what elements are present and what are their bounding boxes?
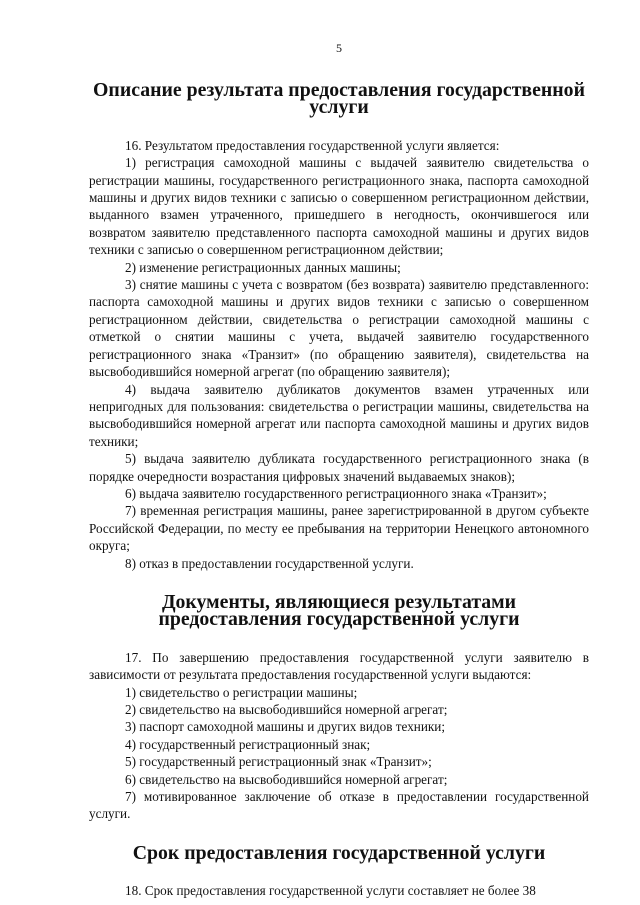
heading-line: Документы, являющиеся результатами [161, 590, 517, 613]
list-item: 7) мотивированное заключение об отказе в предоставлении государственной услуги. [89, 789, 589, 822]
list-item: 8) отказ в предоставлении государственной услуги. [125, 555, 414, 571]
page-number: 5 [336, 41, 342, 55]
heading-line: предоставления государственной услуги [158, 608, 520, 631]
paragraph-18-intro: 18. Срок предоставления государственной услуги составляет не более 38 [125, 883, 536, 899]
paragraph-17-intro: 17. По завершению предоставления государственной услуги заявителю в зависимости от результата предоставления государственной услуги выдаются: [89, 649, 589, 683]
list-item: 3) паспорт самоходной машины и других видов техники; [125, 719, 446, 735]
list-item: 6) выдача заявителю государственного регистрационного знака «Транзит»; [125, 485, 547, 501]
list-item: 4) государственный регистрационный знак; [125, 736, 371, 752]
list-item: 5) государственный регистрационный знак «Транзит»; [125, 754, 432, 770]
section-heading-result-documents [89, 590, 589, 631]
list-item: 3) снятие машины с учета с возвратом (без возврата) заявителю представленного: паспорта самоходной машины и других видов техники с записью о совершенном регистрационном действии, свидетельства о регистрации самоходной машины с отметкой о снятии машины с учета, выдачей заявителю государственного регистрационного знака «Транзит» (по обращению заявителя), свидетельства на высвободившийся номерной агрегат (по обращению заявителя); [89, 277, 589, 380]
section-heading-service-term: Срок предоставления государственной услуги [132, 841, 546, 864]
list-item: 6) свидетельство на высвободившийся номерной агрегат; [125, 771, 448, 787]
list-item: 5) выдача заявителю дубликата государственного регистрационного знака (в порядке очередности возрастания цифровых значений выдаваемых знаков); [89, 451, 589, 484]
paragraph-16-intro: 16. Результатом предоставления государственной услуги является: [125, 137, 500, 153]
list-item: 7) временная регистрация машины, ранее зарегистрированной в другом субъекте Российской Федерации, по месту ее пребывания на территории Ненецкого автономного округа; [89, 503, 589, 554]
list-item: 2) изменение регистрационных данных машины; [125, 259, 401, 275]
list-item: 1) регистрация самоходной машины с выдачей заявителю свидетельства о регистрации машины, государственного регистрационного знака, паспорта самоходной машины и других видов техники с записью о совершенном регистрационном действии, выданного взамен утраченного, пришедшего в негодность, окончившегося или возвратом заявителю представленного паспорта самоходной машины и других видов техники с записью о совершенном регистрационном действии; [89, 155, 589, 258]
document-page [89, 40, 589, 900]
list-item: 4) выдача заявителю дубликатов документов взамен утраченных или непригодных для пользования: свидетельства о регистрации машины, свидетельства на высвободившийся номерной агрегат или паспорта самоходной машины и других видов техники; [89, 381, 589, 449]
list-item: 1) свидетельство о регистрации машины; [125, 684, 358, 700]
section-heading-result-description: Описание результата предоставления государственной услуги [93, 79, 585, 119]
list-item: 2) свидетельство на высвободившийся номерной агрегат; [125, 702, 448, 717]
